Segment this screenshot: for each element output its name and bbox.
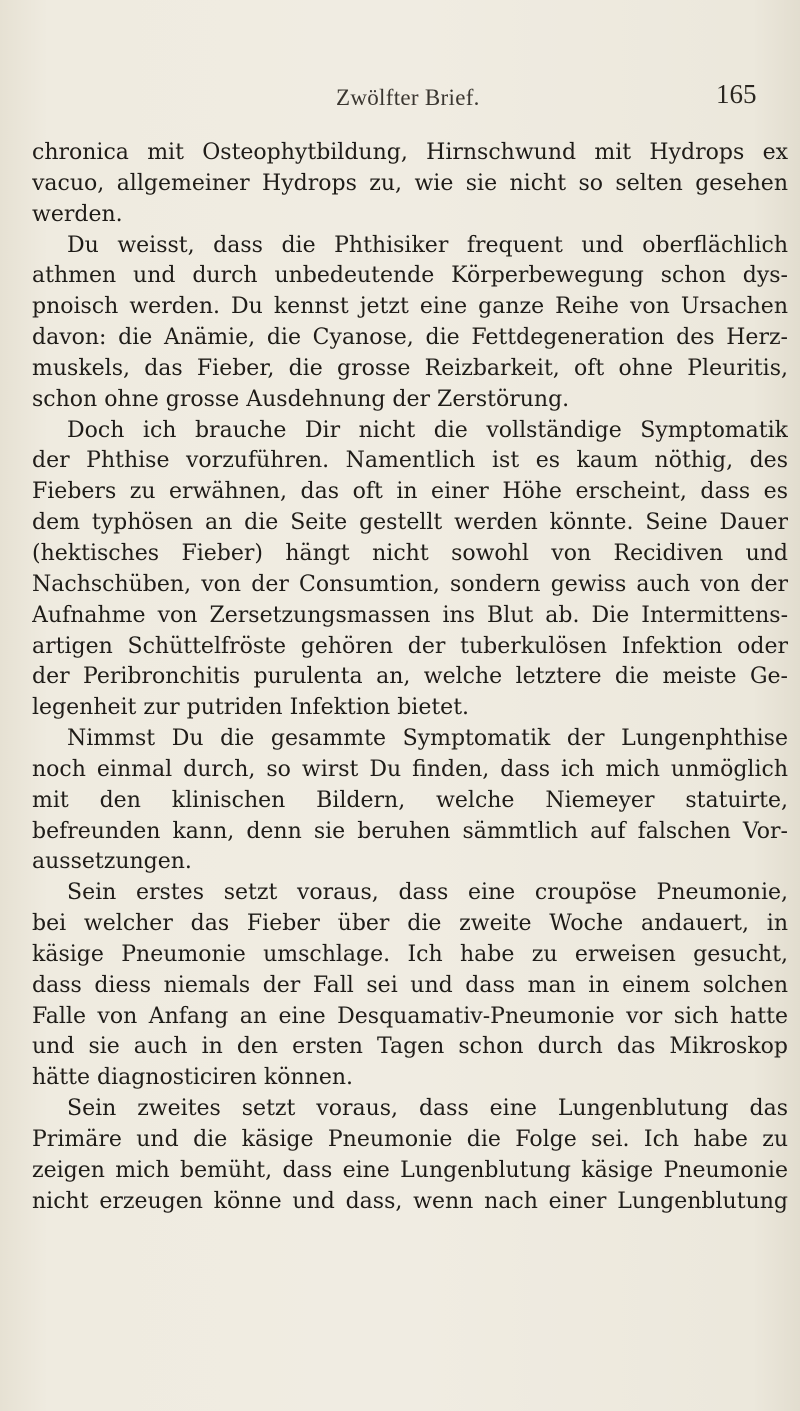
text-line: bei welcher das Fieber über die zweite Woche andauert, in [32,911,788,937]
text-line: Sein zweites setzt voraus, dass eine Lungenblutung das [67,1096,788,1122]
text-line: muskels, das Fieber, die grosse Reizbarkeit, oft ohne Pleuritis, [32,355,788,381]
text-line: der Peribronchitis purulenta an, welche letztere die meiste Ge- [32,664,788,690]
page-number: 165 [716,79,757,109]
text-line: (hektisches Fieber) hängt nicht sowohl von Recidiven und [32,540,788,566]
text-line: davon: die Anämie, die Cyanose, die Fettdegeneration des Herz- [32,325,788,351]
running-head: Zwölfter Brief. [336,85,480,110]
text-line: dass diess niemals der Fall sei und dass man in einem solchen [32,972,788,998]
text-line: Fiebers zu erwähnen, das oft in einer Höhe erscheint, dass es [32,479,788,505]
body-text [32,138,788,1218]
text-line: dem typhösen an die Seite gestellt werden könnte. Seine Dauer [32,510,788,536]
text-line: Sein erstes setzt voraus, dass eine croupöse Pneumonie, [67,880,788,906]
text-line: mit den klinischen Bildern, welche Niemeyer statuirte, [32,787,788,813]
text-line: Du weisst, dass die Phthisiker frequent und oberflächlich [67,232,788,258]
text-line: chronica mit Osteophytbildung, Hirnschwund mit Hydrops ex [32,140,788,165]
text-line: Nimmst Du die gesammte Symptomatik der Lungenphthise [67,726,788,752]
text-line: legenheit zur putriden Infektion bietet. [32,695,470,721]
text-line: schon ohne grosse Ausdehnung der Zerstörung. [32,386,570,412]
text-line: Primäre und die käsige Pneumonie die Folge sei. Ich habe zu [32,1127,788,1152]
text-line: befreunden kann, denn sie beruhen sämmtlich auf falschen Vor- [32,818,788,844]
text-line: und sie auch in den ersten Tagen schon durch das Mikroskop [32,1034,788,1060]
text-line: Aufnahme von Zersetzungsmassen ins Blut ab. Die Intermittens- [32,602,788,628]
text-line: hätte diagnosticiren können. [32,1065,354,1091]
page-header [0,79,800,115]
text-line: Doch ich brauche Dir nicht die vollständige Symptomatik [67,417,788,443]
text-line: Nachschüben, von der Consumtion, sondern gewiss auch von der [32,571,788,597]
text-line: vacuo, allgemeiner Hydrops zu, wie sie nicht so selten gesehen [32,170,788,196]
text-line: der Phthise vorzuführen. Namentlich ist es kaum nöthig, des [32,448,788,474]
text-line: werden. [32,201,123,227]
text-line: artigen Schüttelfröste gehören der tuberkulösen Infektion oder [32,633,788,659]
text-line: käsige Pneumonie umschlage. Ich habe zu erweisen gesucht, [32,941,788,967]
text-line: zeigen mich bemüht, dass eine Lungenblutung käsige Pneumonie [32,1157,788,1183]
text-line: Falle von Anfang an eine Desquamativ-Pneumonie vor sich hatte [32,1003,788,1029]
text-line: athmen und durch unbedeutende Körperbewegung schon dys- [32,263,788,289]
text-line: pnoisch werden. Du kennst jetzt eine ganze Reihe von Ursachen [32,294,788,320]
text-line: nicht erzeugen könne und dass, wenn nach einer Lungenblutung [32,1188,788,1214]
text-line: noch einmal durch, so wirst Du finden, dass ich mich unmöglich [32,756,788,782]
text-line: aussetzungen. [32,849,192,875]
